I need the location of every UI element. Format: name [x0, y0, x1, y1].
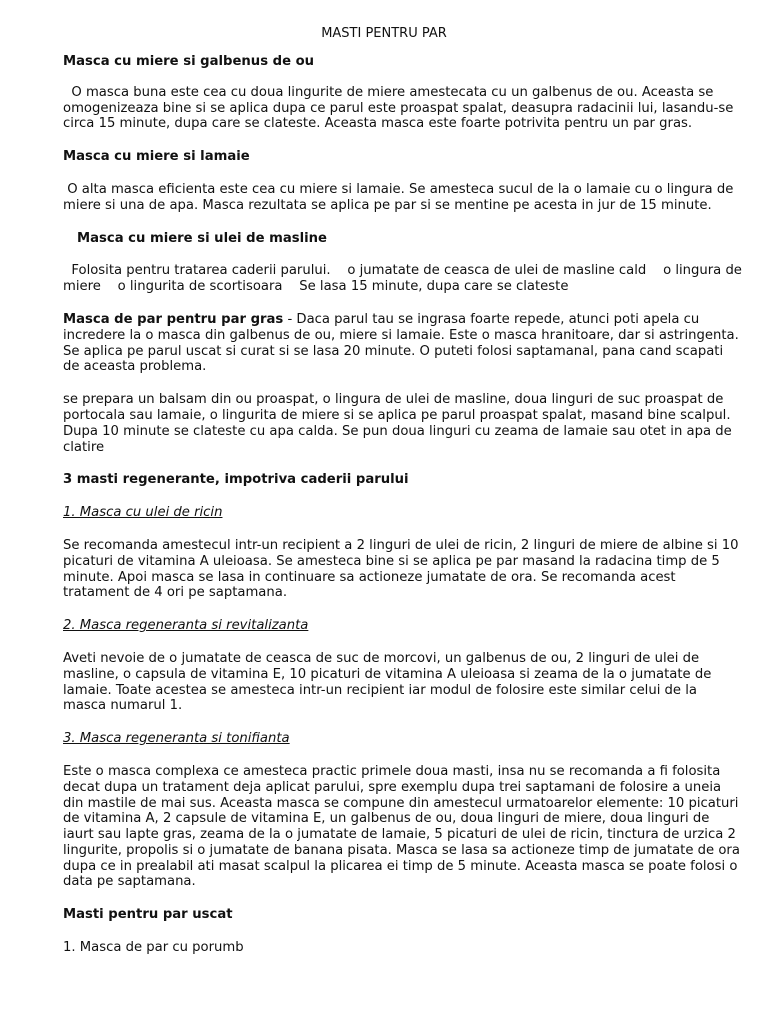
- paragraph-masca-par-gras: [63, 312, 743, 375]
- document-body: [63, 54, 747, 956]
- document-title: MASTI PENTRU PAR: [321, 26, 447, 41]
- paragraph-masca-ricin: Se recomanda amestecul intr-un recipient a 2 linguri de ulei de ricin, 2 linguri de miere de albine si 10 picaturi de vitamina A uleioasa. Se amesteca bine si se aplica pe par masand la radacina timp de 5 minute. Apoi masca se lasa in continuare sa actioneze jumatate de ora. Se recomanda acest tratament de 4 ori pe saptamana.: [63, 537, 739, 601]
- masca-par-gras-lead: Masca de par pentru par gras: [63, 311, 284, 327]
- paragraph-balsam: se prepara un balsam din ou proaspat, o lingura de ulei de masline, doua linguri de suc proaspat de portocala sau lamaie, o lingurita de miere si se aplica pe parul proaspat spalat, masand bine scalpul. Dupa 10 minute se clateste cu apa calda. Se pun doua linguri cu zeama de lamaie sau otet in apa de clatire: [63, 392, 732, 455]
- paragraph-masca-revitalizanta: Aveti nevoie de o jumatate de ceasca de suc de morcovi, un galbenus de ou, 2 linguri de ulei de masline, o capsula de vitamina E, 10 picaturi de vitamina A uleioasa si zeama de la o jumatate de lamaie. Toate acestea se amesteca intr-un recipient iar modul de folosire este similar celui de la masca numarul 1.: [63, 650, 712, 714]
- subheading-masca-revitalizanta: 2. Masca regeneranta si revitalizanta: [63, 618, 309, 634]
- subheading-masca-ricin: 1. Masca cu ulei de ricin: [63, 505, 223, 521]
- paragraph-masca-tonifianta: Este o masca complexa ce amesteca practic primele doua masti, insa nu se recomanda a fi folosita decat dupa un tratament deja aplicat parului, spre exemplu dupa trei saptamani de folosire a uneia din mastile de mai sus. Aceasta masca se compune din amestecul urmatoarelor elemente: 10 picaturi de vitamina A, 2 capsule de vitamina E, un galbenus de ou, doua linguri de miere, doua linguri de iaurt sau lapte gras, zeama de la o jumatate de lamaie, 5 picaturi de ulei de ricin, tinctura de urzica 2 lingurite, propolis si o jumatate de banana pisata. Masca se lasa sa actioneze timp de jumatate de ora dupa ce in prealabil ati masat scalpul la plicarea ei timp de 5 minute. Aceasta masca se poate folosi o data pe saptamana.: [63, 763, 740, 890]
- heading-masti-regenerante: 3 masti regenerante, impotriva caderii parului: [63, 472, 409, 488]
- heading-masti-par-uscat: Masti pentru par uscat: [63, 907, 233, 923]
- paragraph-masca-miere-lamaie: O alta masca eficienta este cea cu miere si lamaie. Se amesteca sucul de la o lamaie cu o lingura de miere si una de apa. Masca rezultata se aplica pe par si se mentine pe acesta in jur de 15 minute.: [63, 181, 738, 213]
- paragraph-masca-miere-ulei: Folosita pentru tratarea caderii parului. o jumatate de ceasca de ulei de masline cald o lingura de miere o lingurita de scortisoara Se lasa 15 minute, dupa care se clateste: [63, 263, 747, 295]
- masca-par-gras-text: - Daca parul tau se ingrasa foarte repede, atunci poti apela cu incredere la o masca din galbenus de ou, miere si lamaie. Este o masca hranitoare, dar si astringenta. Se aplica pe parul uscat si curat si se lasa 20 minute. O puteti folosi saptamanal, pana cand scapati de aceasta problema.: [63, 311, 739, 375]
- heading-masca-miere-lamaie: Masca cu miere si lamaie: [63, 149, 250, 165]
- list-item-masca-porumb: 1. Masca de par cu porumb: [63, 940, 244, 956]
- heading-masca-miere-ou: Masca cu miere si galbenus de ou: [63, 54, 315, 69]
- paragraph-masca-miere-ou: O masca buna este cea cu doua lingurite de miere amestecata cu un galbenus de ou. Aceasta se omogenizeaza bine si se aplica dupa ce parul este proaspat spalat, deasupra radacinii lui, lasandu-se circa 15 minute, dupa care se clateste. Aceasta masca este foarte potrivita pentru un par gras.: [63, 84, 738, 132]
- subheading-masca-tonifianta: 3. Masca regeneranta si tonifianta: [63, 731, 290, 747]
- heading-masca-miere-ulei: Masca cu miere si ulei de masline: [77, 230, 327, 246]
